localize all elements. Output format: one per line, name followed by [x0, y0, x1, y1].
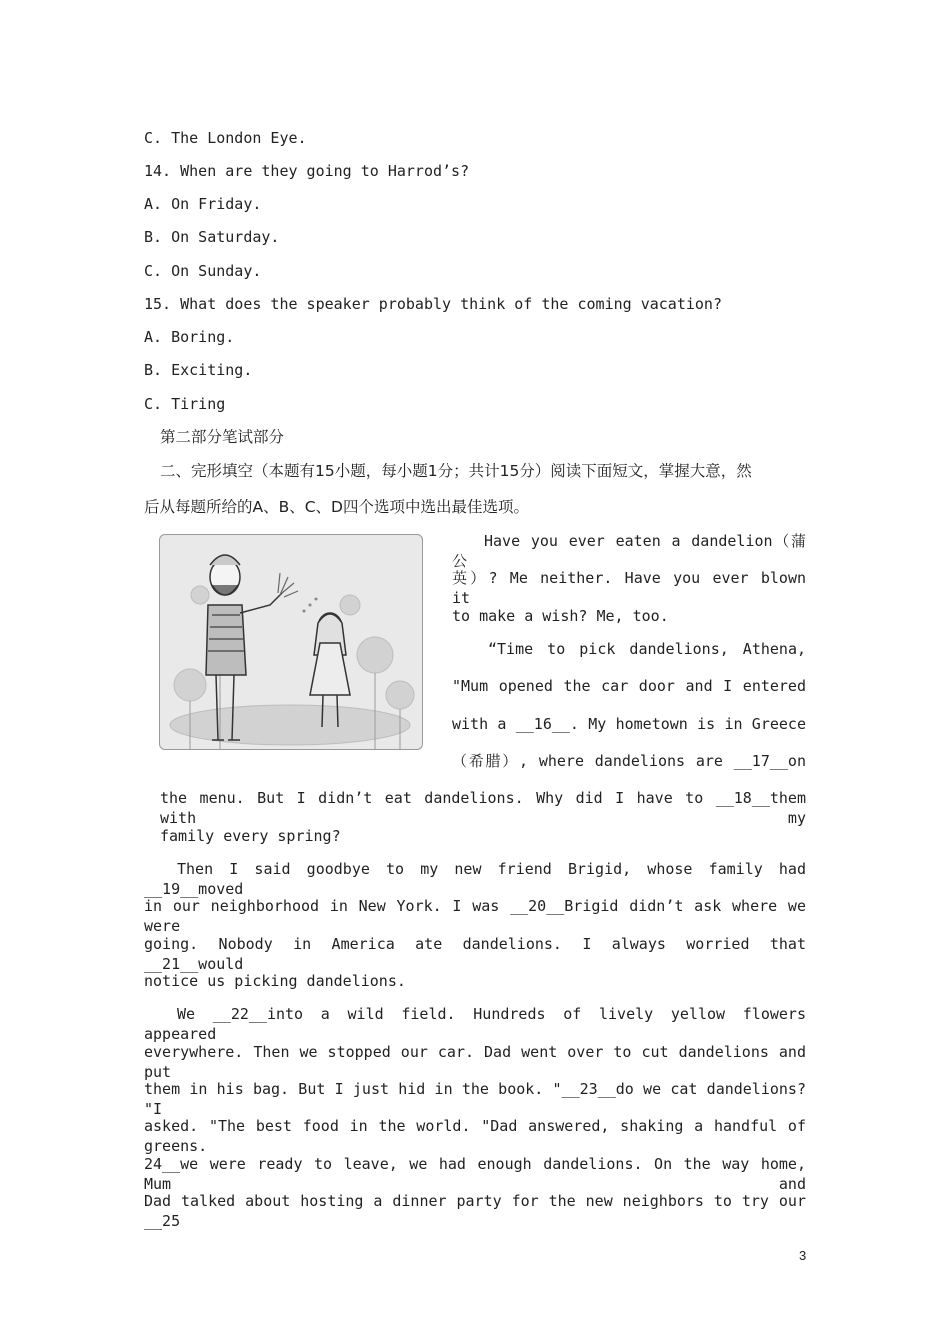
- option-b-exciting: B. Exciting.: [144, 361, 253, 379]
- body-line-1: Then I said goodbye to my new friend Brigid, whose family had __19__moved: [144, 860, 806, 898]
- side-line-2: 英）? Me neither. Have you ever blown it: [452, 569, 806, 607]
- indented-line-2: family every spring?: [160, 827, 341, 845]
- body-line-9: 24__we were ready to leave, we had enough dandelions. On the way home, Mum and: [144, 1155, 806, 1193]
- body-line-6: everywhere. Then we stopped our car. Dad went over to cut dandelions and put: [144, 1043, 806, 1081]
- option-c-london-eye: C. The London Eye.: [144, 129, 307, 147]
- option-c-sunday: C. On Sunday.: [144, 262, 262, 280]
- illustration-drawing: [160, 535, 422, 749]
- body-line-3: going. Nobody in America ate dandelions. I always worried that __21__would: [144, 935, 806, 973]
- dandelion-illustration: [159, 534, 423, 750]
- body-line-5: We __22__into a wild field. Hundreds of lively yellow flowers appeared: [144, 1005, 806, 1043]
- side-line-7: （希腊）, where dandelions are __17__on: [452, 752, 806, 770]
- instruction-line-2: 后从每题所给的A、B、C、D四个选项中选出最佳选项。: [144, 498, 529, 516]
- side-line-6: with a __16__. My hometown is in Greece: [452, 715, 806, 733]
- option-c-tiring: C. Tiring: [144, 395, 226, 413]
- question-15: 15. What does the speaker probably think of the coming vacation?: [144, 295, 722, 313]
- body-line-2: in our neighborhood in New York. I was __20__Brigid didn’t ask where we were: [144, 897, 806, 935]
- body-line-8: asked. "The best food in the world. "Dad answered, shaking a handful of greens.: [144, 1117, 806, 1155]
- option-b-saturday: B. On Saturday.: [144, 228, 280, 246]
- body-line-10: Dad talked about hosting a dinner party for the new neighbors to try our __25: [144, 1192, 806, 1230]
- side-line-5: "Mum opened the car door and I entered: [452, 677, 806, 695]
- section-title: 第二部分笔试部分: [160, 428, 285, 446]
- side-line-3: to make a wish? Me, too.: [452, 607, 669, 625]
- question-14: 14. When are they going to Harrod’s?: [144, 162, 470, 180]
- page-number: 3: [799, 1248, 807, 1263]
- instruction-line-1: 二、完形填空（本题有15小题，每小题1分；共计15分）阅读下面短文，掌握大意，然: [160, 462, 752, 480]
- side-line-1: Have you ever eaten a dandelion（蒲公: [452, 532, 806, 570]
- body-line-7: them in his bag. But I just hid in the book. "__23__do we cat dandelions? "I: [144, 1080, 806, 1118]
- option-a-friday: A. On Friday.: [144, 195, 262, 213]
- indented-line-1: the menu. But I didn’t eat dandelions. Why did I have to __18__them with my: [160, 789, 806, 827]
- body-line-4: notice us picking dandelions.: [144, 972, 406, 990]
- side-line-4: “Time to pick dandelions, Athena,: [488, 640, 806, 658]
- option-a-boring: A. Boring.: [144, 328, 235, 346]
